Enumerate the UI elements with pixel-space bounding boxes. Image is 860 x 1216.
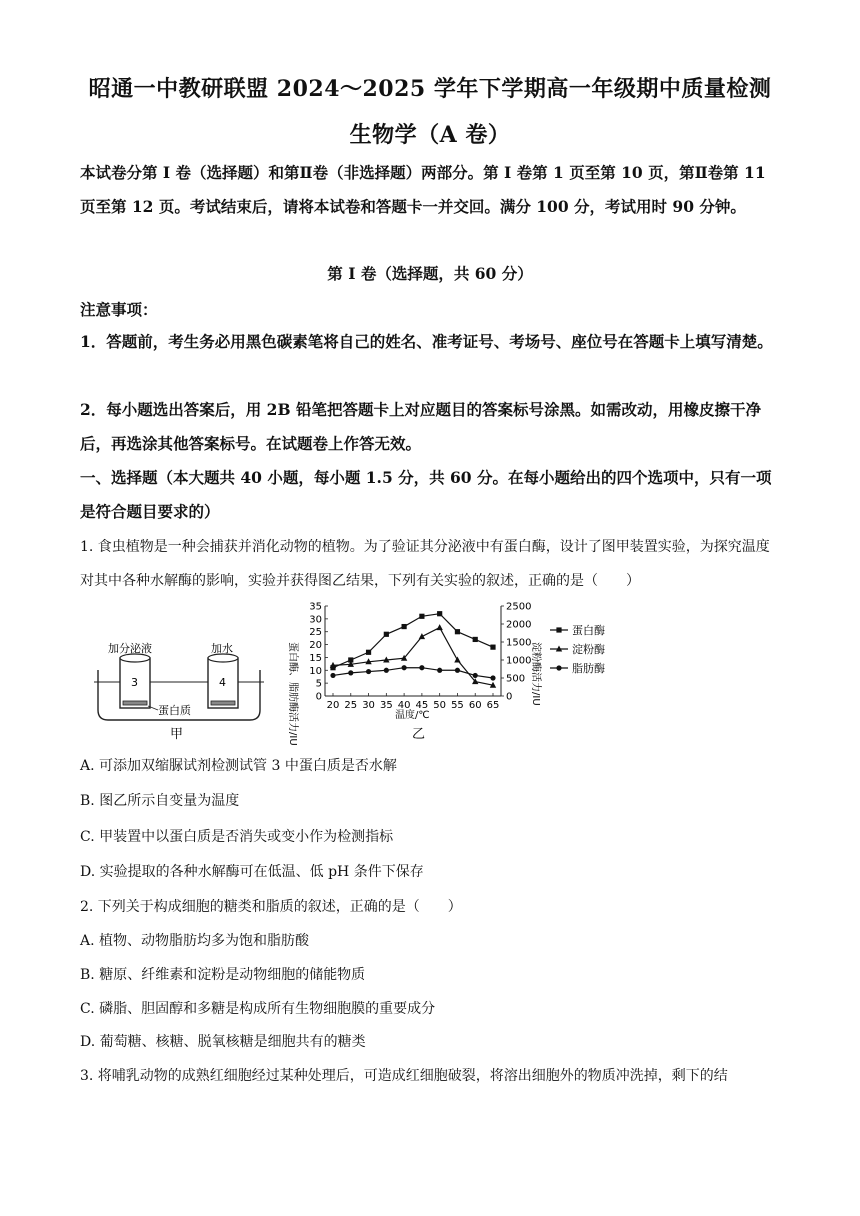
- tube-3-label: 3: [131, 676, 138, 689]
- x-tick-label: 50: [433, 700, 447, 711]
- question-2-stem: 2. 下列关于构成细胞的糖类和脂质的叙述，正确的是（ ）: [80, 899, 462, 915]
- figure-svg: [90, 598, 650, 748]
- y-left-tick-label: 15: [309, 652, 322, 664]
- q2-option-b: B. 糖原、纤维素和淀粉是动物细胞的储能物质: [80, 967, 366, 983]
- x-axis-label: 温度/℃: [395, 710, 430, 721]
- data-point-square: [556, 627, 561, 632]
- q1-option-b: B. 图乙所示自变量为温度: [80, 793, 240, 809]
- y-left-tick-label: 35: [309, 601, 322, 613]
- label-add-secretion: 加分泌液: [108, 642, 152, 655]
- label-add-water: 加水: [211, 642, 233, 655]
- intro-paragraph: 本试卷分第 I 卷（选择题）和第Ⅱ卷（非选择题）两部分。第 I 卷第 1 页至第 10 页，第Ⅱ卷第 11 页至第 12 页。考试结束后，请将本试卷和答题卡一并交回。满分 100 分，考试用时 90 分钟。: [80, 163, 766, 216]
- x-tick-label: 25: [344, 700, 358, 711]
- data-point-circle: [437, 668, 442, 673]
- data-point-circle: [384, 668, 389, 673]
- protein-block-3: [123, 701, 147, 705]
- q2-option-c: C. 磷脂、胆固醇和多糖是构成所有生物细胞膜的重要成分: [80, 1001, 436, 1017]
- series-line-0: [333, 614, 493, 668]
- data-point-circle: [402, 665, 407, 670]
- y-right-tick-label: 500: [506, 673, 526, 685]
- q1-option-d: D. 实验提取的各种水解酶可在低温、低 pH 条件下保存: [80, 864, 424, 880]
- y-right-tick-label: 2000: [506, 619, 532, 631]
- data-point-circle: [490, 675, 495, 680]
- y-left-tick-label: 0: [315, 691, 322, 703]
- y-right-tick-label: 2500: [506, 601, 532, 613]
- data-point-square: [402, 624, 407, 629]
- data-point-square: [384, 632, 389, 637]
- data-point-circle: [473, 673, 478, 678]
- x-tick-label: 40: [397, 700, 411, 711]
- y-axis-left-label: 蛋白酶、脂肪酶活力/IU: [287, 642, 298, 746]
- x-tick-label: 65: [486, 700, 500, 711]
- caption-yi: 乙: [412, 727, 426, 742]
- data-point-square: [419, 614, 424, 619]
- part1-heading: 一、选择题（本大题共 40 小题，每小题 1.5 分，共 60 分。在每小题给出的四个选项中，只有一项是符合题目要求的）: [80, 468, 772, 521]
- y-left-tick-label: 5: [315, 678, 322, 690]
- data-point-circle: [330, 673, 335, 678]
- question-1-stem: 1. 食虫植物是一种会捕获并消化动物的植物。为了验证其分泌液中有蛋白酶，设计了图甲装置实验，为探究温度对其中各种水解酶的影响，实验并获得图乙结果，下列有关实验的叙述，正确的是（ ）: [80, 539, 770, 589]
- data-point-square: [473, 637, 478, 642]
- exam-title: 昭通一中教研联盟 2024～2025 学年下学期高一年级期中质量检测: [88, 76, 772, 102]
- data-point-circle: [455, 668, 460, 673]
- question-3-stem: 3. 将哺乳动物的成熟红细胞经过某种处理后，可造成红细胞破裂，将溶出细胞外的物质冲洗掉，剩下的结: [80, 1068, 728, 1084]
- x-tick-label: 20: [326, 700, 340, 711]
- y-right-tick-label: 1500: [506, 637, 532, 649]
- legend-label-1: 淀粉酶: [572, 643, 605, 656]
- x-tick-label: 60: [468, 700, 482, 711]
- y-left-tick-label: 30: [309, 614, 322, 626]
- notice-item-2: 2．每小题选出答案后，用 2B 铅笔把答题卡上对应题目的答案标号涂黑。如需改动，用橡皮擦干净后，再选涂其他答案标号。在试题卷上作答无效。: [80, 400, 761, 453]
- x-tick-label: 30: [362, 700, 375, 711]
- data-point-square: [366, 650, 371, 655]
- series-line-2: [333, 668, 493, 678]
- x-tick-label: 55: [451, 700, 464, 711]
- section-title: 第 I 卷（选择题，共 60 分）: [327, 264, 533, 283]
- data-point-triangle: [436, 624, 442, 630]
- caption-jia: 甲: [170, 727, 184, 742]
- data-point-square: [455, 629, 460, 634]
- data-point-square: [437, 611, 442, 616]
- q1-option-a: A. 可添加双缩脲试剂检测试管 3 中蛋白质是否水解: [80, 758, 397, 774]
- data-point-circle: [556, 665, 561, 670]
- data-point-circle: [348, 670, 353, 675]
- y-axis-right-label: 淀粉酶活力/IU: [530, 642, 541, 706]
- data-point-triangle: [454, 657, 460, 663]
- notice-item-1: 1．答题前，考生务必用黑色碳素笔将自己的姓名、准考证号、考场号、座位号在答题卡上填写清楚。: [80, 332, 773, 351]
- legend-label-0: 蛋白酶: [572, 624, 605, 637]
- notice-title: 注意事项：: [80, 300, 158, 319]
- data-point-square: [490, 645, 495, 650]
- enzyme-activity-chart: [287, 602, 605, 746]
- data-point-circle: [366, 669, 371, 674]
- question-1-figure: [90, 598, 650, 752]
- protein-block-4: [211, 701, 235, 705]
- tube-4-label: 4: [219, 676, 226, 689]
- q2-option-d: D. 葡萄糖、核糖、脱氧核糖是细胞共有的糖类: [80, 1034, 366, 1050]
- q1-option-c: C. 甲装置中以蛋白质是否消失或变小作为检测指标: [80, 829, 394, 845]
- y-left-tick-label: 10: [309, 665, 322, 677]
- apparatus-jia: [94, 641, 264, 742]
- label-protein: 蛋白质: [158, 704, 191, 717]
- y-left-tick-label: 20: [309, 640, 322, 652]
- q2-option-a: A. 植物、动物脂肪均多为饱和脂肪酸: [80, 933, 310, 949]
- legend-label-2: 脂肪酶: [572, 662, 605, 675]
- x-tick-label: 35: [379, 700, 393, 711]
- y-left-tick-label: 25: [309, 627, 322, 639]
- data-point-circle: [419, 665, 424, 670]
- exam-subtitle: 生物学（A 卷）: [349, 122, 511, 148]
- y-right-tick-label: 0: [506, 691, 513, 703]
- x-tick-label: 45: [415, 700, 429, 711]
- y-right-tick-label: 1000: [506, 655, 532, 667]
